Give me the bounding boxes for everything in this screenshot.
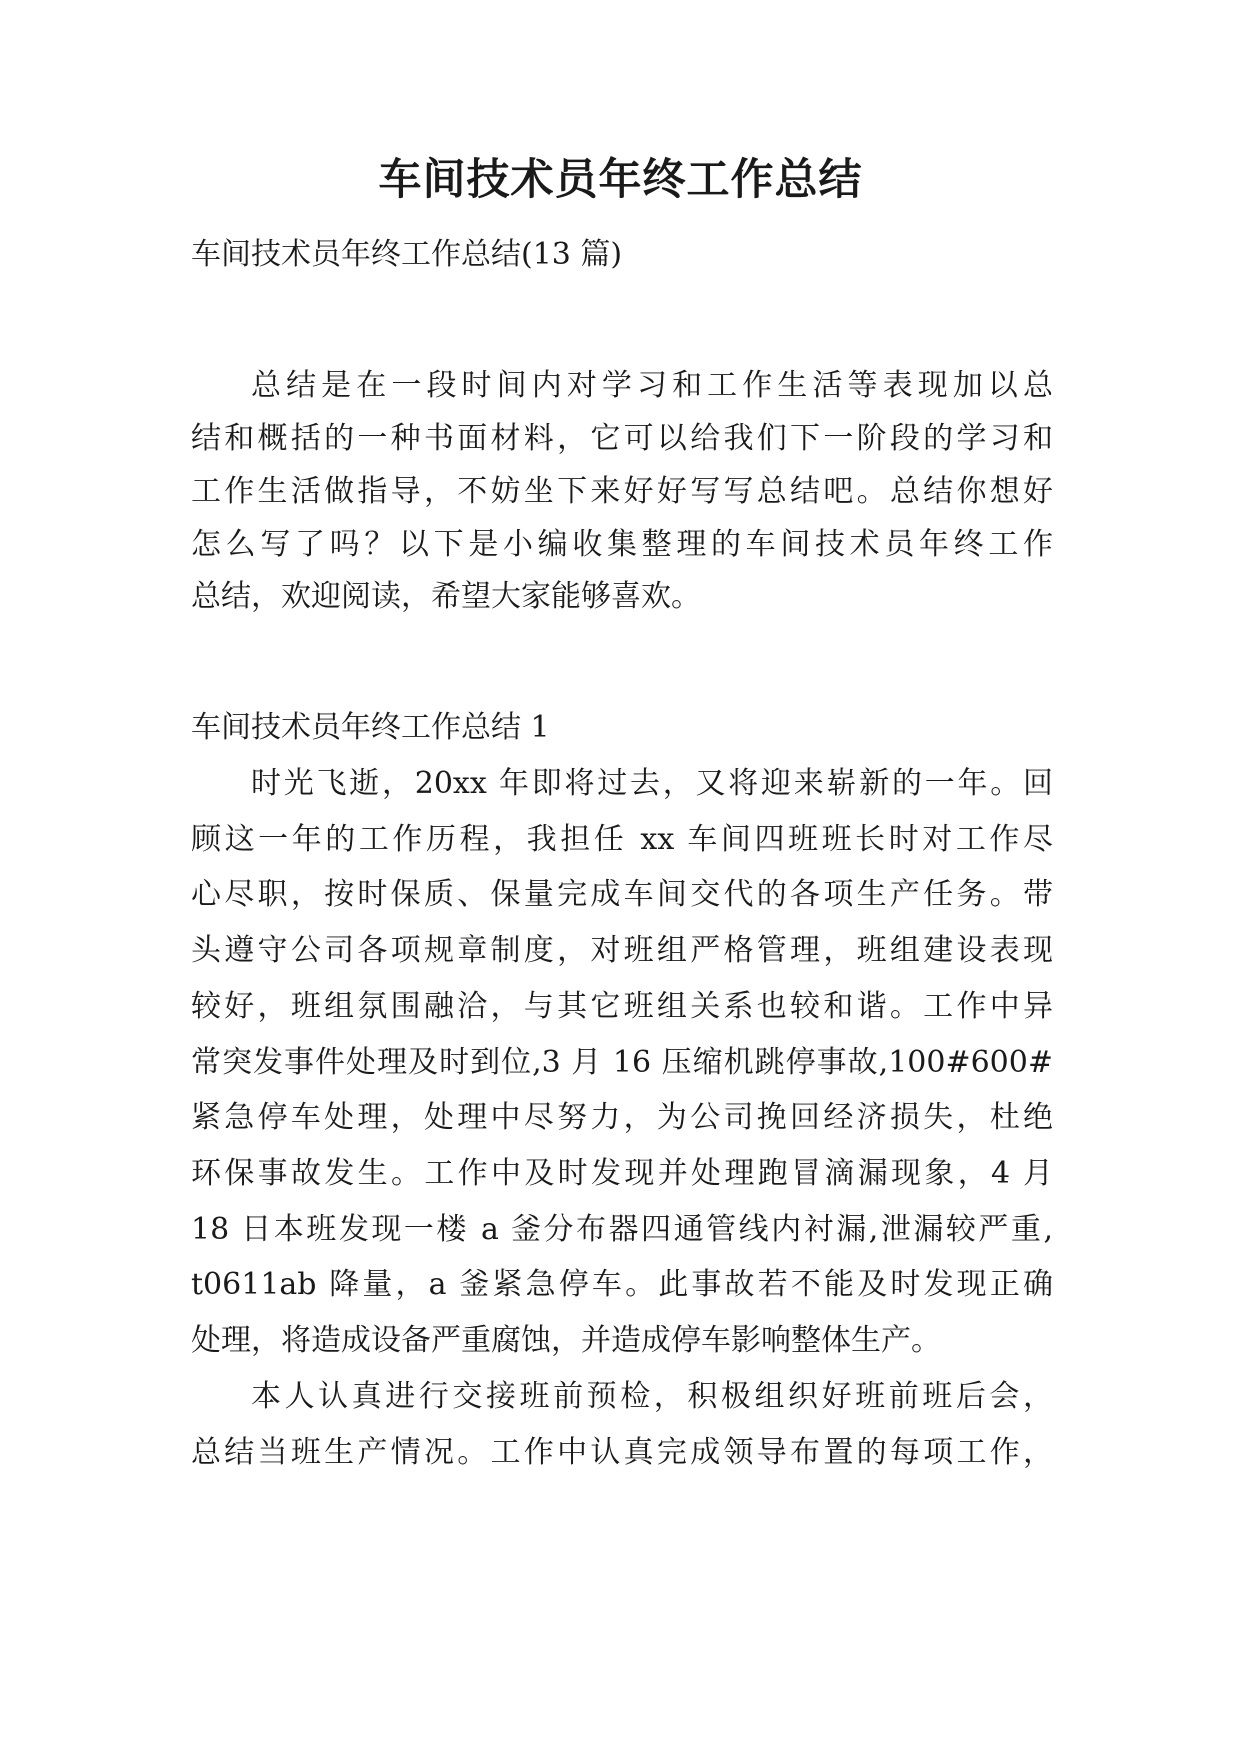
paragraph-line: 处理，将造成设备严重腐蚀，并造成停车影响整体生产。 [191, 1323, 941, 1358]
paragraph-line: 顾这一年的工作历程，我担任 xx 车间四班班长时对工作尽 [191, 822, 1053, 857]
paragraph-line: 较好，班组氛围融洽，与其它班组关系也较和谐。工作中异 [191, 989, 1053, 1024]
paragraph-line: 18 日本班发现一楼 a 釜分布器四通管线内衬漏,泄漏较严重, [191, 1212, 1053, 1247]
intro-line: 怎么写了吗？以下是小编收集整理的车间技术员年终工作 [191, 527, 1053, 562]
paragraph-line: 总结当班生产情况。工作中认真完成领导布置的每项工作， [191, 1435, 1053, 1470]
intro-line: 总结，欢迎阅读，希望大家能够喜欢。 [191, 579, 701, 614]
document-title: 车间技术员年终工作总结 [378, 155, 863, 205]
intro-line: 总结是在一段时间内对学习和工作生活等表现加以总 [251, 368, 1053, 403]
paragraph-line: 常突发事件处理及时到位,3 月 16 压缩机跳停事故,100#600# [191, 1045, 1053, 1080]
paragraph-line: 心尽职，按时保质、保量完成车间交代的各项生产任务。带 [191, 877, 1053, 912]
document-subtitle: 车间技术员年终工作总结(13 篇) [191, 237, 623, 272]
intro-line: 结和概括的一种书面材料，它可以给我们下一阶段的学习和 [191, 421, 1053, 456]
paragraph-line: 紧急停车处理，处理中尽努力，为公司挽回经济损失，杜绝 [191, 1100, 1053, 1135]
paragraph-line: 头遵守公司各项规章制度，对班组严格管理，班组建设表现 [191, 933, 1053, 968]
paragraph-line: 时光飞逝，20xx 年即将过去，又将迎来崭新的一年。回 [251, 766, 1053, 801]
paragraph-line: 环保事故发生。工作中及时发现并处理跑冒滴漏现象，4 月 [191, 1156, 1053, 1191]
paragraph-line: 本人认真进行交接班前预检，积极组织好班前班后会， [251, 1379, 1053, 1414]
intro-line: 工作生活做指导，不妨坐下来好好写写总结吧。总结你想好 [191, 474, 1053, 509]
section-heading: 车间技术员年终工作总结 1 [191, 710, 550, 745]
paragraph-line: t0611ab 降量，a 釜紧急停车。此事故若不能及时发现正确 [191, 1267, 1053, 1302]
